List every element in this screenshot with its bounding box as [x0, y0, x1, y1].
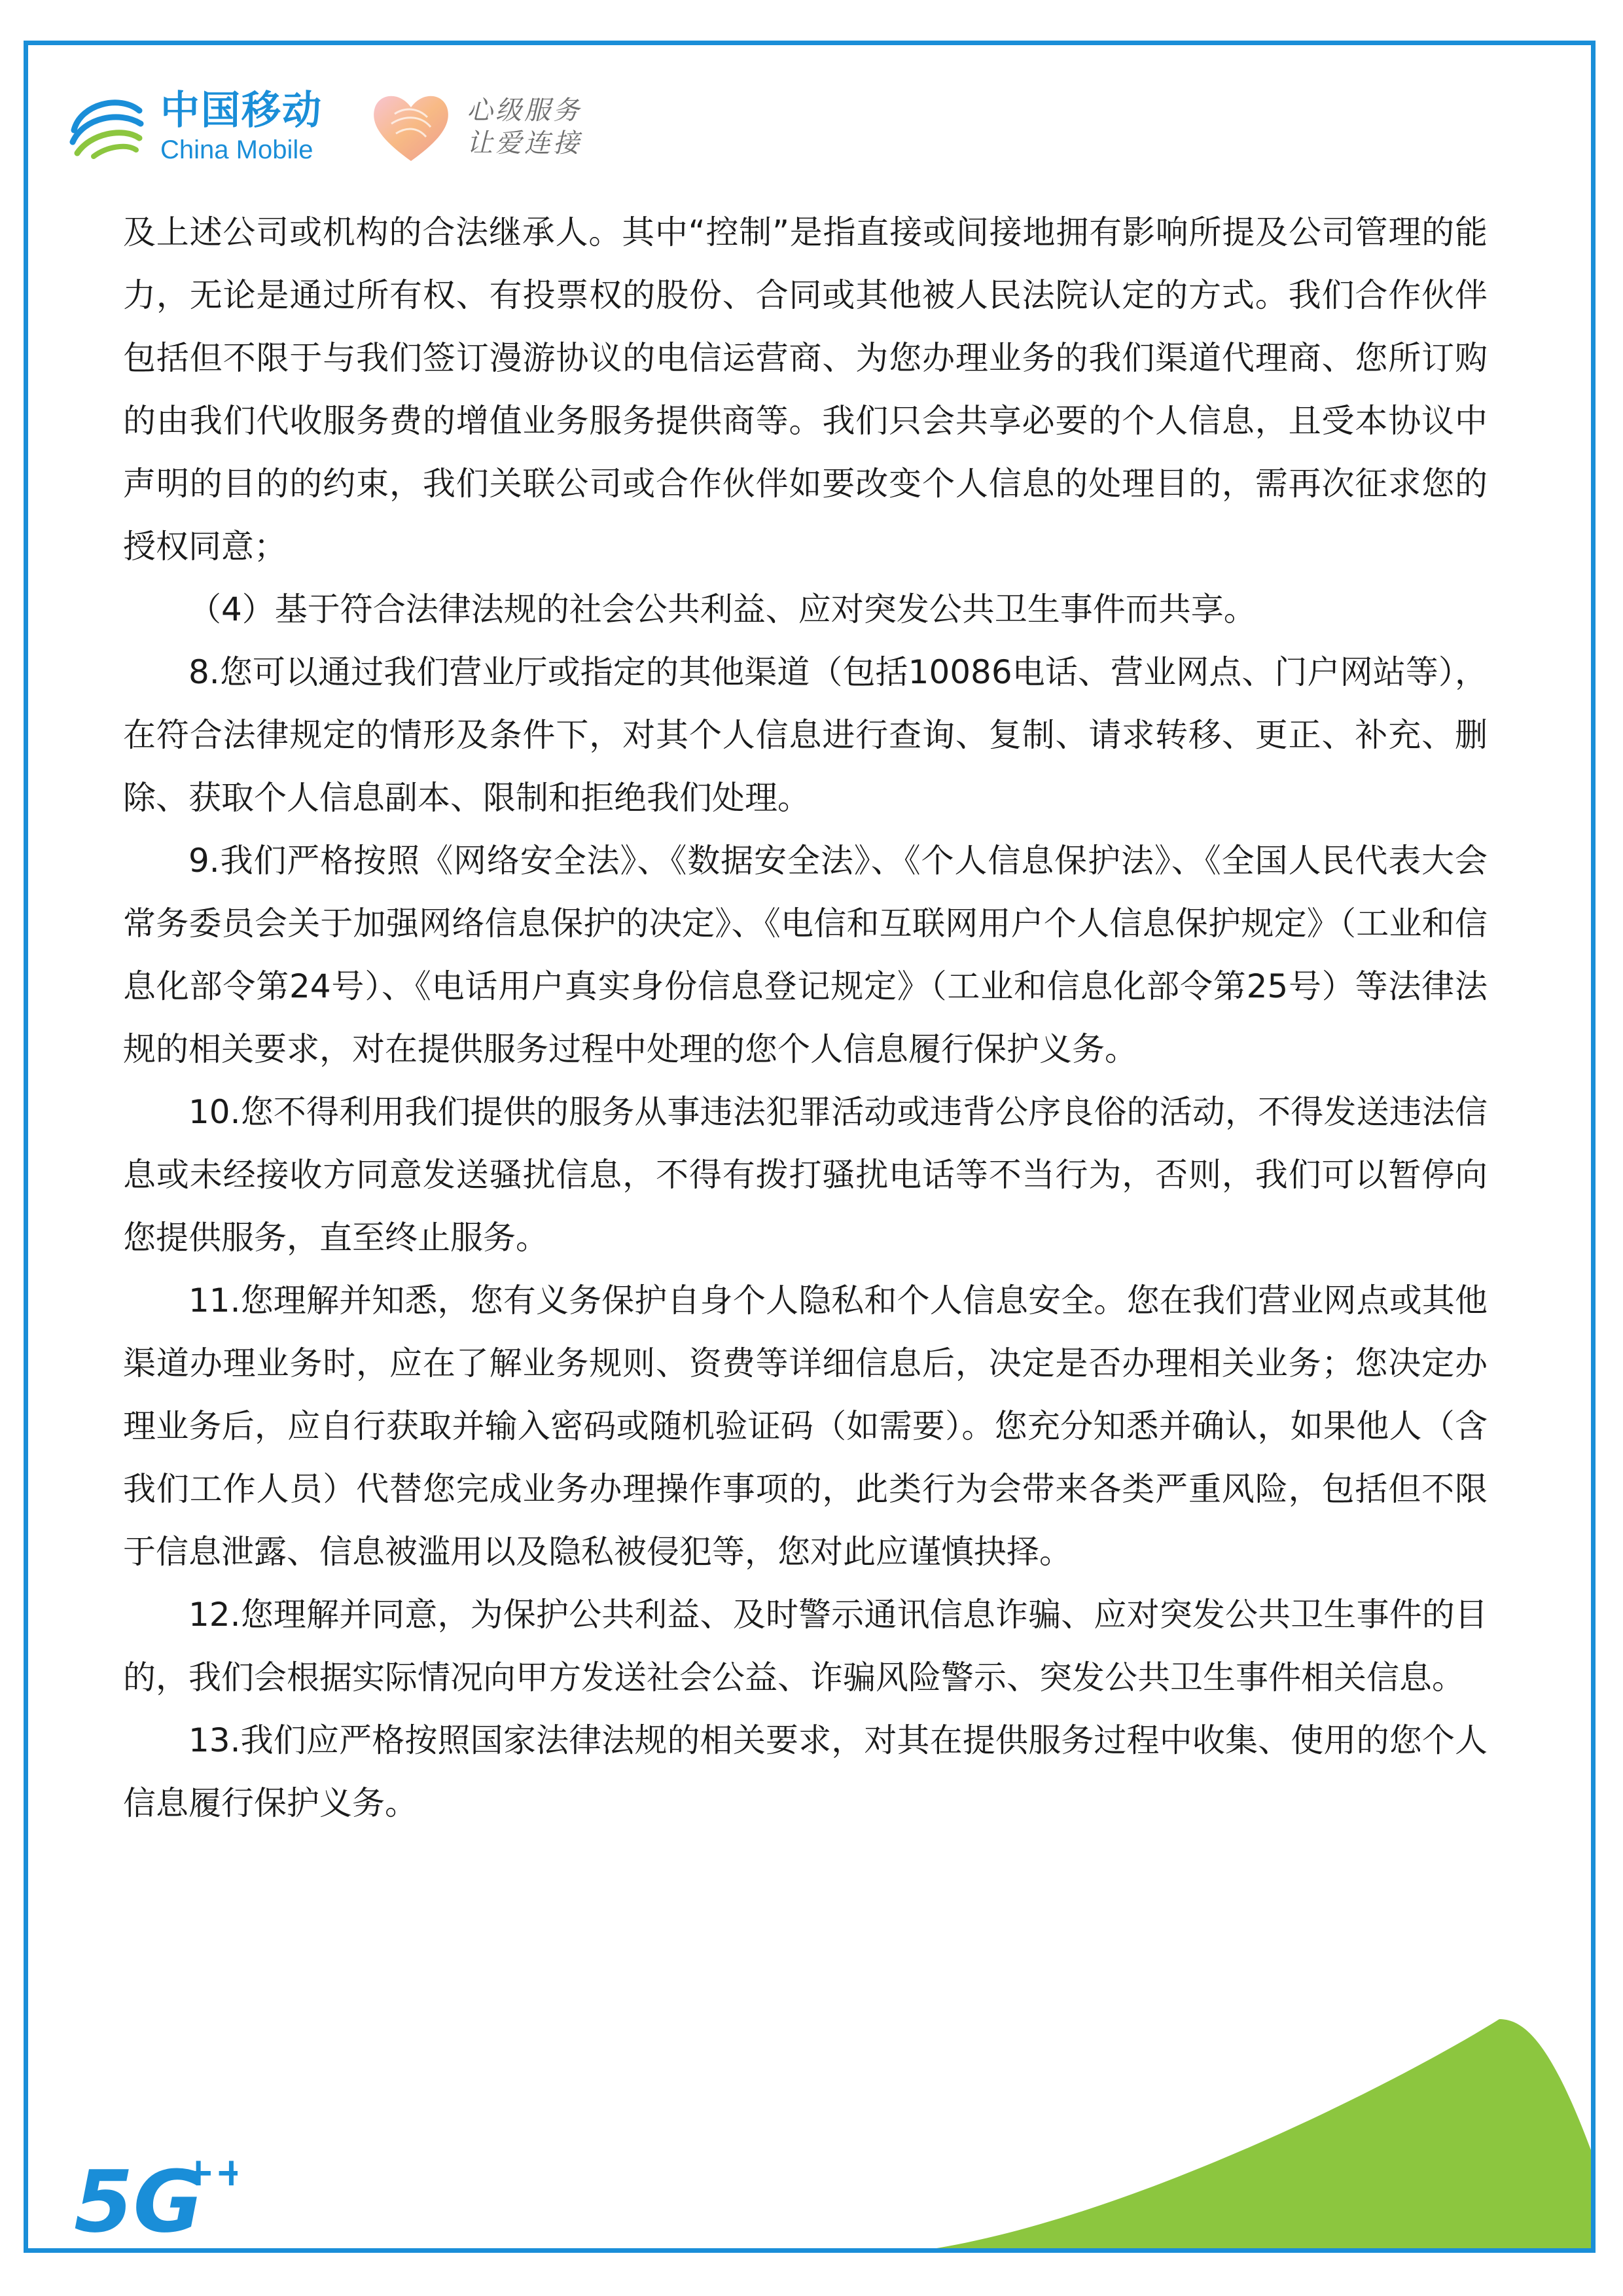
brand-name-en: China Mobile [160, 135, 313, 164]
paragraph-clause-13: 13.我们应严格按照国家法律法规的相关要求，对其在提供服务过程中收集、使用的您个人信息履行保护义务。 [123, 1721, 1488, 1822]
5g-plus-icon [67, 2146, 238, 2244]
china-mobile-logo [67, 88, 323, 164]
slogan-line-2: 让爱连接 [467, 128, 582, 158]
heart-fingerprint-icon [368, 88, 454, 166]
china-mobile-swirl-icon [67, 91, 146, 163]
green-corner-decoration [936, 2019, 1591, 2248]
brand-name-cn: 中国移动 [160, 88, 323, 134]
paragraph-clause-9: 9.我们严格按照《网络安全法》、《数据安全法》、《个人信息保护法》、《全国人民代表大会常务委员会关于加强网络信息保护的决定》、《电信和互联网用户个人信息保护规定》（工业和信息化部令第24号）、《电话用户真实身份信息登记规定》（工业和信息化部令第25号）等法律法规的相关要求，对在提供服务过程中处理的您个人信息履行保护义务。 [123, 842, 1488, 1068]
5g-text: 5G [74, 2152, 204, 2244]
paragraph-clause-8: 8.您可以通过我们营业厅或指定的其他渠道（包括10086电话、营业网点、门户网站等），在符合法律规定的情形及条件下，对其个人信息进行查询、复制、请求转移、更正、补充、删除、获取个人信息副本、限制和拒绝我们处理。 [123, 653, 1488, 817]
slogan-line-1: 心级服务 [467, 96, 582, 126]
paragraph-clause-11: 11.您理解并知悉，您有义务保护自身个人隐私和个人信息安全。您在我们营业网点或其他渠道办理业务时，应在了解业务规则、资费等详细信息后，决定是否办理相关业务；您决定办理业务后，应自行获取并输入密码或随机验证码（如需要）。您充分知悉并确认，如果他人（含我们工作人员）代替您完成业务办理操作事项的，此类行为会带来各类严重风险，包括但不限于信息泄露、信息被滥用以及隐私被侵犯等，您对此应谨慎抉择。 [123, 1282, 1488, 1571]
page-frame [24, 41, 1596, 2253]
paragraph-clause-12: 12.您理解并同意，为保护公共利益、及时警示通讯信息诈骗、应对突发公共卫生事件的目的，我们会根据实际情况向甲方发送社会公益、诈骗风险警示、突发公共卫生事件相关信息。 [123, 1596, 1488, 1696]
paragraph-clause-10: 10.您不得利用我们提供的服务从事违法犯罪活动或违背公序良俗的活动，不得发送违法信息或未经接收方同意发送骚扰信息，不得有拨打骚扰电话等不当行为，否则，我们可以暂停向您提供服务，直至终止服务。 [123, 1093, 1488, 1257]
paragraph-item-4: （4）基于符合法律法规的社会公共利益、应对突发公共卫生事件而共享。 [188, 590, 1257, 628]
5g-plus-text: + [182, 2149, 215, 2195]
page-header [67, 71, 582, 183]
document-body [123, 201, 1488, 1835]
slogan-logo [368, 88, 582, 166]
5g-logo [67, 2146, 238, 2247]
paragraph-continuation: 及上述公司或机构的合法继承人。其中“控制”是指直接或间接地拥有影响所提及公司管理的能力，无论是通过所有权、有投票权的股份、合同或其他被人民法院认定的方式。我们合作伙伴包括但不限于与我们签订漫游协议的电信运营商、为您办理业务的我们渠道代理商、您所订购的由我们代收服务费的增值业务服务提供商等。我们只会共享必要的个人信息，且受本协议中声明的目的的约束，我们关联公司或合作伙伴如要改变个人信息的处理目的，需再次征求您的授权同意； [123, 213, 1488, 565]
